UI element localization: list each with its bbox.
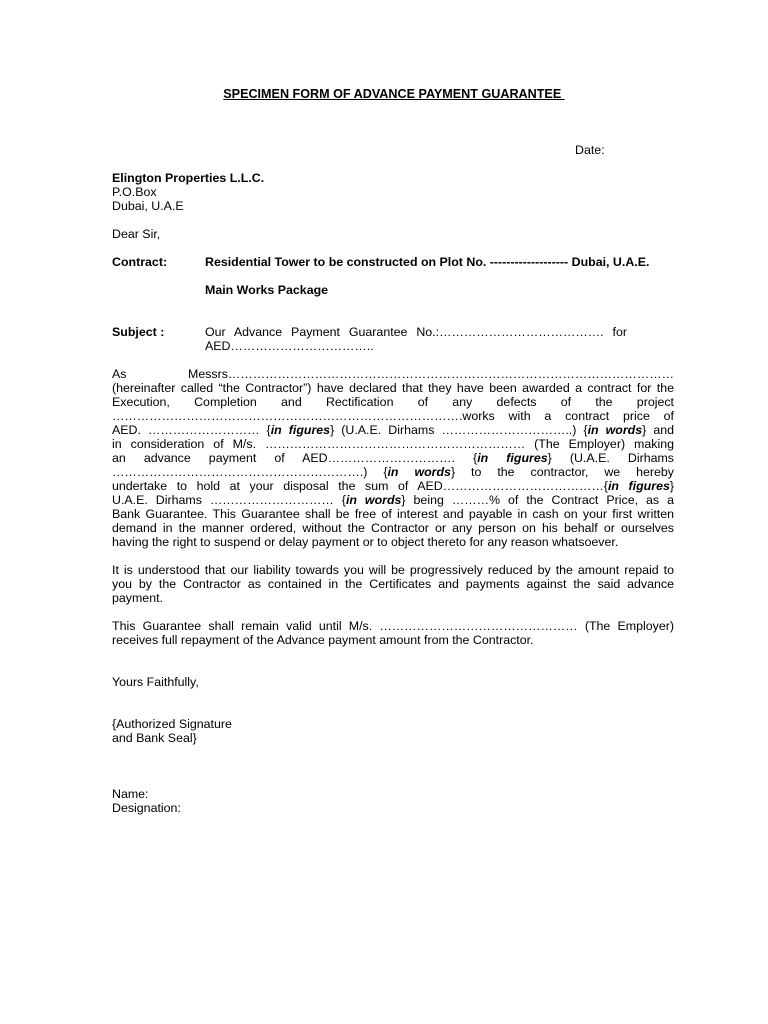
para1-line <box>112 465 674 479</box>
contract-package: Main Works Package <box>205 283 329 297</box>
liability-paragraph <box>112 563 674 605</box>
para1-text: } (U.A.E. Dirhams <box>547 451 674 465</box>
subject-line-1: Our Advance Payment Guarantee No.:…………………………………. for <box>205 325 627 339</box>
signature-block <box>112 717 232 745</box>
subject-text <box>205 325 627 353</box>
para3-line: receives full repayment of the Advance payment amount from the Contractor. <box>112 633 534 647</box>
para1-line <box>112 493 674 507</box>
signature-line-2: and Bank Seal} <box>112 731 197 745</box>
salutation: Dear Sir, <box>112 227 161 241</box>
contract-description: Residential Tower to be constructed on Plot No. ------------------- Dubai, U.A.E. <box>205 255 650 269</box>
para1-line: ………………………………………………………………………….works with a contract price of <box>112 409 674 423</box>
para1-emphasis: in figures <box>477 451 548 465</box>
addressee-name: Elington Properties L.L.C. <box>112 171 265 185</box>
contract-label: Contract: <box>112 255 168 269</box>
para1-text: } (U.A.E. Dirhams …………………………..) { <box>330 423 588 437</box>
para1-text: } to the contractor, we hereby <box>450 465 674 479</box>
para1-line: in consideration of M/s. ……………………………………………………… (The Employer) making <box>112 437 674 451</box>
name-label: Name: <box>112 787 149 801</box>
addressee-block <box>112 171 264 213</box>
para1-text: } being ………% of the Contract Price, as a <box>401 493 674 507</box>
closing: Yours Faithfully, <box>112 675 199 689</box>
addressee-pobox: P.O.Box <box>112 185 157 199</box>
para1-text: } and <box>642 423 674 437</box>
para1-text: U.A.E. Dirhams ………………………… { <box>112 493 346 507</box>
subject-line-2: AED…………………………….. <box>205 339 374 353</box>
para1-text: } <box>669 479 674 493</box>
para2-line: It is understood that our liability towards you will be progressively reduced by the amount repaid to <box>112 563 674 577</box>
para1-line: demand in the manner ordered, without the Contractor or any person on his behalf or ourselves <box>112 521 674 535</box>
para1-emphasis: in words <box>387 465 451 479</box>
date-label: Date: <box>575 143 605 157</box>
para1-line: Execution, Completion and Rectification of any defects of the project <box>112 395 674 409</box>
para1-line: Bank Guarantee. This Guarantee shall be free of interest and payable in cash on your first written <box>112 507 674 521</box>
guarantee-paragraph <box>112 367 674 549</box>
para1-emphasis: in figures <box>270 423 331 437</box>
para2-line: you by the Contractor as contained in the Certificates and payments against the said advance <box>112 577 674 591</box>
para1-text: an advance payment of AED…………………………. { <box>112 451 478 465</box>
para1-text: …………………………………………………….) { <box>112 465 388 479</box>
para1-line: having the right to suspend or delay payment or to object thereto for any reason whatsoever. <box>112 535 619 549</box>
para1-line <box>112 479 674 493</box>
para1-line <box>112 423 674 437</box>
para1-text: AED. ……………………… { <box>112 423 271 437</box>
signature-line-1: {Authorized Signature <box>112 717 232 731</box>
para1-text: undertake to hold at your disposal the sum of AED…………………………………{ <box>112 479 608 493</box>
addressee-city: Dubai, U.A.E <box>112 199 184 213</box>
para1-line: As Messrs……………………………………………………………………………………………… <box>112 367 674 381</box>
para1-line <box>112 451 674 465</box>
para1-line: (hereinafter called “the Contractor”) have declared that they have been awarded a contract for the <box>112 381 674 395</box>
para1-emphasis: in words <box>587 423 643 437</box>
para3-line: This Guarantee shall remain valid until M/s. ………………………………………… (The Employer) <box>112 619 674 633</box>
document-title: SPECIMEN FORM OF ADVANCE PAYMENT GUARANTEE <box>223 87 565 101</box>
subject-label: Subject : <box>112 325 165 339</box>
designation-label: Designation: <box>112 801 181 815</box>
validity-paragraph <box>112 619 674 647</box>
para1-emphasis: in words <box>345 493 402 507</box>
para2-line: payment. <box>112 591 163 605</box>
para1-emphasis: in figures <box>607 479 670 493</box>
